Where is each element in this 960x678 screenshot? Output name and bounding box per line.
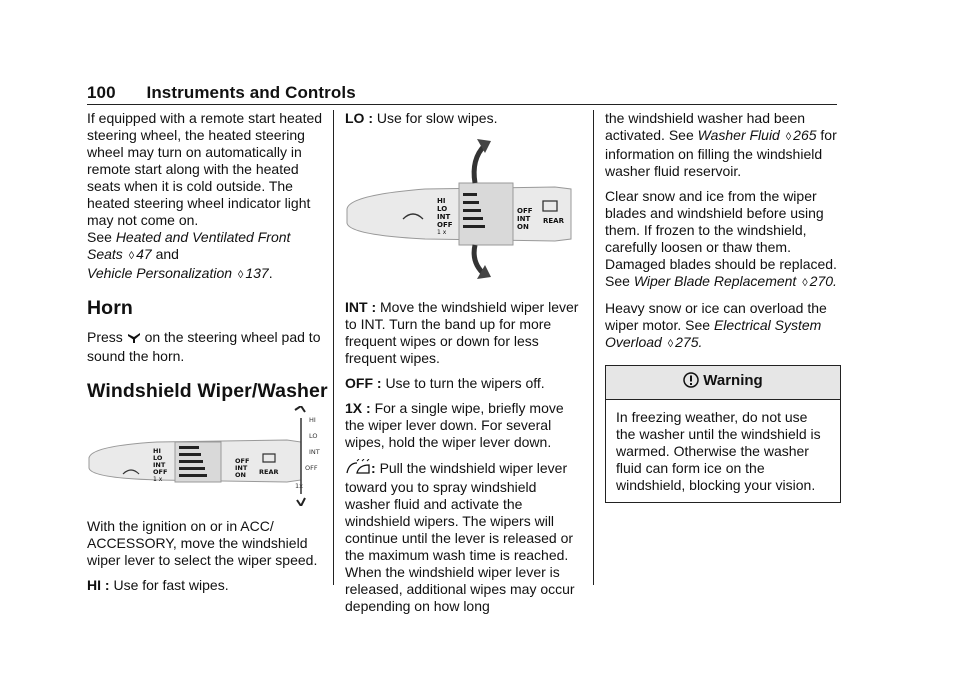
int-paragraph: INT : Move the windshield wiper lever to INT. Turn the band up for more frequent wipes or down for less frequent wipes. <box>345 299 579 366</box>
lever-label-lo: LO <box>153 454 163 462</box>
washer-paragraph: : Pull the windshield wiper lever toward you to spray windshield washer fluid and activate the windshield wipers. The wipers will continue until the lever is released or the maximum wash time is reached. When the windshield wiper lever is released, additional wipes may occur depending on how long <box>345 460 575 614</box>
horn-heading: Horn <box>87 297 133 319</box>
ref-electrical-overload[interactable]: Electrical System Overload <box>605 317 822 350</box>
header-rule <box>87 104 837 105</box>
side-label-int: INT <box>309 448 320 456</box>
warning-box <box>605 365 841 503</box>
hi-paragraph: HI : Use for fast wipes. <box>87 577 229 593</box>
wiper-lever-figure-small <box>87 406 323 506</box>
page-header <box>87 83 356 103</box>
heated-wheel-paragraph: If equipped with a remote start heated steering wheel, the heated steering wheel may turn on automatically in remote start along with the heated seats when it is cold outside. The heated steering wheel indicator light may not come on. See Heated and Ventilated Front Seats ◊ 47 and Vehicle Personalization ◊ 137. <box>87 110 323 281</box>
lever-label-rear: REAR <box>259 468 279 476</box>
lever-label-rear-int: INT <box>235 464 248 472</box>
wiper-lever-figure-large <box>345 139 581 279</box>
lever-label-onex: 1 x <box>153 476 163 483</box>
lever-label-off: OFF <box>153 468 168 476</box>
lever-label-rear-off-lg: OFF <box>517 207 533 215</box>
side-label-lo: LO <box>309 432 318 440</box>
lever-label-lo-lg: LO <box>437 205 448 213</box>
lever-label-rear-int-lg: INT <box>517 215 531 223</box>
off-paragraph: OFF : Use to turn the wipers off. <box>345 375 545 391</box>
reference-arrow-icon: ◊ <box>802 277 808 289</box>
ref-vehicle-personalization[interactable]: Vehicle Personalization <box>87 265 233 281</box>
washer-continued-paragraph: the windshield washer had been activated. See Washer Fluid ◊ 265 for information on filling the windshield washer fluid reservoir. <box>605 110 837 179</box>
lever-label-hi-lg: HI <box>437 197 446 205</box>
lever-label-onex-lg: 1 x <box>437 229 447 236</box>
wiper-heading: Windshield Wiper/Washer <box>87 380 328 402</box>
lever-label-rear-off: OFF <box>235 457 250 465</box>
side-label-off: OFF <box>305 464 318 472</box>
column-1 <box>87 110 328 602</box>
reference-arrow-icon: ◊ <box>128 250 135 262</box>
lever-label-rear-on: ON <box>235 471 246 479</box>
side-label-onex: 1x <box>295 482 303 490</box>
warning-icon <box>683 372 699 392</box>
warning-header <box>606 366 840 400</box>
ref-heated-seats[interactable]: Heated and Ventilated Front Seats <box>87 229 291 262</box>
column-3 <box>605 110 841 503</box>
reference-arrow-icon: ◊ <box>667 338 674 350</box>
heavy-snow-paragraph: Heavy snow or ice can overload the wiper motor. See Electrical System Overload ◊ 275. <box>605 300 827 350</box>
section-title: Instruments and Controls <box>146 83 356 102</box>
ref-wiper-blade[interactable]: Wiper Blade Replacement <box>633 273 797 289</box>
reference-arrow-icon: ◊ <box>237 269 244 281</box>
column-2 <box>345 110 583 623</box>
column-divider-2 <box>593 110 594 585</box>
clear-snow-paragraph: Clear snow and ice from the wiper blades and windshield before using them. If frozen to the windshield, carefully loosen or thaw them. Damaged blades should be replaced. See Wiper Blade Replacement ◊ 270. <box>605 188 837 289</box>
warning-body: In freezing weather, do not use the washer until the windshield is warmed. Otherwise the washer fluid can form ice on the windshield, blocking your vision. <box>616 409 821 493</box>
warning-title: Warning <box>703 372 763 389</box>
lever-label-rear-on-lg: ON <box>517 223 529 231</box>
horn-paragraph: Press on the steering wheel pad to sound the horn. <box>87 329 321 364</box>
lever-label-int-lg: INT <box>437 213 451 221</box>
ignition-paragraph: With the ignition on or in ACC/ ACCESSORY, move the windshield wiper lever to select the wiper speed. <box>87 518 318 568</box>
side-label-hi: HI <box>309 416 316 424</box>
lever-label-hi: HI <box>153 447 161 455</box>
lever-label-int: INT <box>153 461 166 469</box>
column-divider-1 <box>333 110 334 585</box>
lever-label-off-lg: OFF <box>437 221 453 229</box>
horn-icon <box>127 331 141 348</box>
ref-washer-fluid[interactable]: Washer Fluid <box>697 127 780 143</box>
page-number: 100 <box>87 83 116 102</box>
onex-paragraph: 1X : For a single wipe, briefly move the wiper lever down. For several wipes, hold the wiper lever down. <box>345 400 564 450</box>
reference-arrow-icon: ◊ <box>785 131 792 143</box>
lo-paragraph: LO : Use for slow wipes. <box>345 110 498 126</box>
washer-icon <box>345 459 371 479</box>
lever-label-rear-lg: REAR <box>543 217 564 225</box>
